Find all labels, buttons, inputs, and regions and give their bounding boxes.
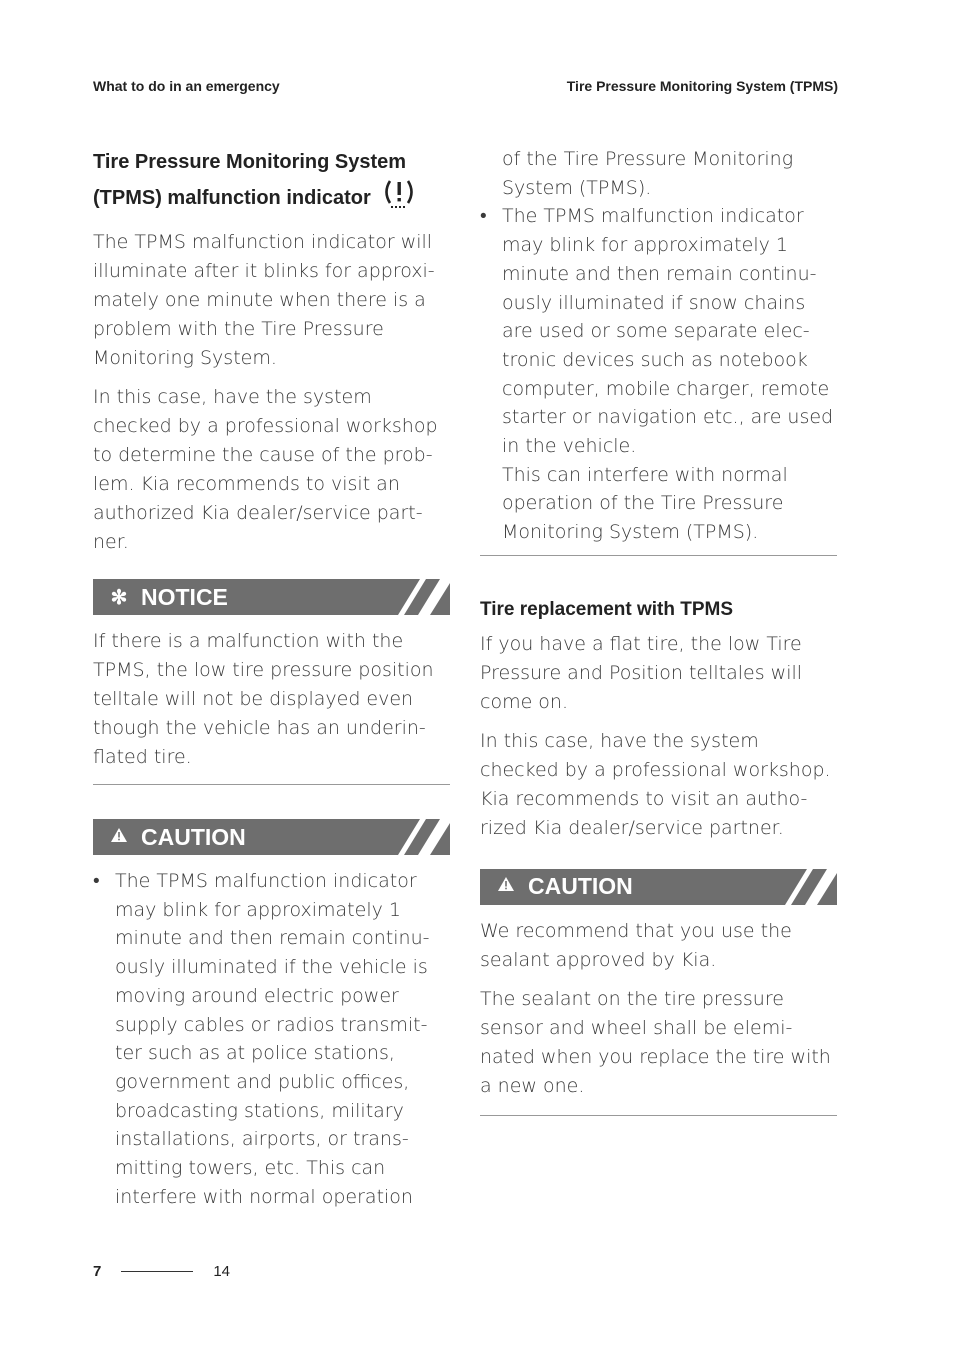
warning-triangle-icon: [107, 826, 131, 849]
warning-triangle-icon: [494, 875, 518, 898]
divider: [480, 555, 837, 556]
caution-label: CAUTION: [528, 873, 633, 900]
asterisk-icon: ✻: [110, 586, 128, 609]
right-column: [480, 145, 837, 1138]
page-footer: [93, 1263, 230, 1280]
caution-text: The sealant on the tire pressure sensor and wheel shall be elemi-nated when you replace the tire with a new one.: [480, 987, 831, 1097]
notice-banner: [93, 579, 450, 615]
list-item-text: The TPMS malfunction indicator may blink for approximately 1 minute and then remain continu-ously illuminated if the vehicle is moving around electric power supply cables or radios transmit-ter such as at police stations, government and public offices, broadcasting stations, military installations, airports, or trans-mitting towers, etc. This can interfere with normal operation: [115, 870, 430, 1208]
caution-list-cont: [480, 202, 837, 460]
footer-rule: [121, 1271, 193, 1272]
caution-banner: [93, 819, 450, 855]
running-header-left: What to do in an emergency: [93, 78, 280, 94]
list-item: • The TPMS malfunction indicator may blink for approximately 1 minute and then remain continu-ously illuminated if snow chains are used or some separate elec-tronic devices such as notebook computer, mobile charger, remote starter or navigation etc., are used in the vehicle.: [480, 205, 834, 458]
list-item-text: The TPMS malfunction indicator may blink for approximately 1 minute and then remain continu-ously illuminated if snow chains are used or some separate elec-tronic devices such as notebook computer, mobile charger, remote starter or navigation etc., are used in the vehicle.: [502, 205, 834, 458]
section-title-line1: Tire Pressure Monitoring System: [93, 151, 407, 173]
paragraph: In this case, have the system checked by a professional workshop to determine the cause of the prob-lem. Kia recommends to visit an authorized Kia dealer/service part-ner.: [93, 386, 438, 553]
tpms-warning-icon: [382, 178, 416, 220]
divider: [93, 784, 450, 785]
paragraph: If you have a flat tire, the low Tire Pressure and Position telltales will come on.: [480, 632, 803, 713]
caution-label: CAUTION: [141, 823, 246, 850]
caution-banner: [480, 869, 837, 905]
page-number: 14: [213, 1263, 231, 1280]
paragraph: The TPMS malfunction indicator will illuminate after it blinks for approxi-mately one minute when there is a problem with the Tire Pressure Monitoring System.: [93, 231, 435, 369]
bullet-extra-text: This can interfere with normal operation of the Tire Pressure Monitoring System (TPMS).: [502, 463, 788, 544]
slash-decoration: [777, 869, 837, 905]
chapter-number: 7: [93, 1263, 102, 1280]
caution-list: [93, 867, 450, 1211]
section-title: Tire replacement with TPMS: [480, 598, 734, 620]
section-title-line2: [93, 178, 450, 220]
list-item: • The TPMS malfunction indicator may blink for approximately 1 minute and then remain continu-ously illuminated if the vehicle is moving around electric power supply cables or radios transmit-ter such as at police stations, government and public offices, broadcasting stations, military installations, airports, or trans-mitting towers, etc. This can interfere with normal operation: [93, 870, 430, 1208]
section-title-text: (TPMS) malfunction indicator: [93, 187, 371, 209]
notice-text: If there is a malfunction with the TPMS, the low tire pressure position telltale will not be displayed even though the vehicle has an underin-flated tire.: [93, 630, 434, 768]
divider: [480, 1115, 837, 1116]
running-header-right: Tire Pressure Monitoring System (TPMS): [566, 78, 838, 94]
paragraph: In this case, have the system checked by a professional workshop. Kia recommends to visit an autho-rized Kia dealer/service partner.: [480, 729, 831, 839]
slash-decoration: [390, 819, 450, 855]
continued-text: of the Tire Pressure Monitoring System (TPMS).: [502, 148, 794, 199]
caution-text: We recommend that you use the sealant approved by Kia.: [480, 919, 792, 971]
left-column: [93, 146, 450, 1211]
slash-decoration: [390, 579, 450, 615]
notice-label: NOTICE: [141, 583, 228, 610]
